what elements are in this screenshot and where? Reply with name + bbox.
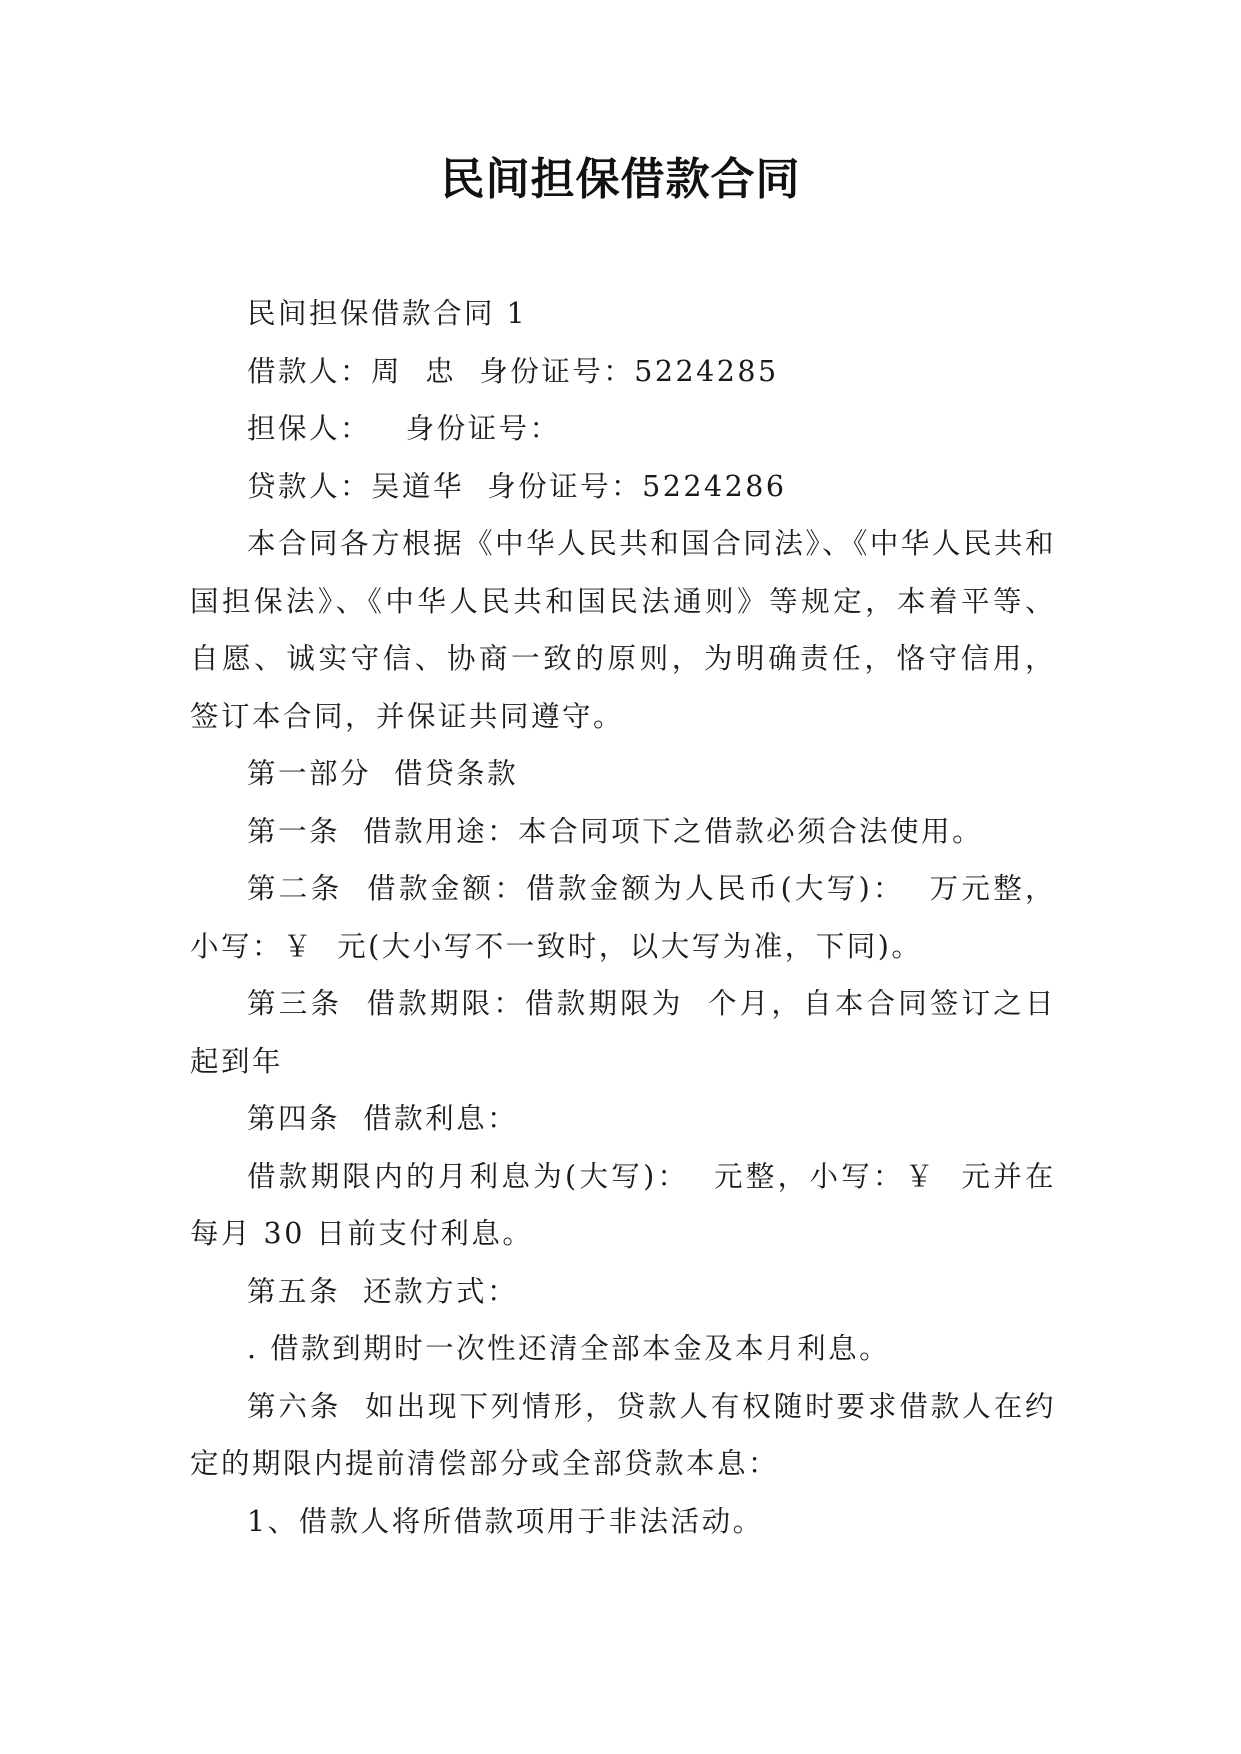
borrower-line: 借款人：周 忠 身份证号：5224285 — [247, 354, 779, 388]
repayment-method-item: . 借款到期时一次性还清全部本金及本月利息。 — [247, 1332, 891, 1365]
article-6-early-repayment: 第六条 如出现下列情形，贷款人有权随时要求借款人在约定的期限内提前清偿部分或全部贷款本息： — [190, 1389, 1056, 1480]
document-body — [190, 285, 1056, 1550]
article-2-amount: 第二条 借款金额：借款金额为人民币(大写)： 万元整，小写：￥ 元(大小写不一致时，以大写为准，下同)。 — [190, 872, 1056, 963]
document-title: 民间担保借款合同 — [440, 154, 801, 205]
interest-detail-paragraph: 借款期限内的月利息为(大写)： 元整，小写：￥ 元并在每月 30 日前支付利息。 — [190, 1159, 1056, 1250]
guarantor-line: 担保人： 身份证号： — [247, 412, 561, 445]
article-3-term: 第三条 借款期限：借款期限为 个月，自本合同签订之日起到年 — [190, 987, 1056, 1078]
article-1-purpose: 第一条 借款用途：本合同项下之借款必须合法使用。 — [247, 814, 984, 848]
preamble-paragraph: 本合同各方根据《中华人民共和国合同法》、《中华人民共和国担保法》、《中华人民共和国民法通则》等规定，本着平等、自愿、诚实守信、协商一致的原则，为明确责任，恪守信用，签订本合同，并保证共同遵守。 — [190, 527, 1056, 733]
part-one-heading: 第一部分 借贷条款 — [247, 757, 519, 790]
article-5-repayment: 第五条 还款方式： — [247, 1274, 519, 1308]
lender-line: 贷款人：吴道华 身份证号：5224286 — [247, 469, 787, 503]
contract-subtitle: 民间担保借款合同 1 — [247, 297, 528, 330]
article-4-interest: 第四条 借款利息： — [247, 1102, 519, 1135]
early-repayment-item-1: 1、借款人将所借款项用于非法活动。 — [247, 1504, 764, 1538]
